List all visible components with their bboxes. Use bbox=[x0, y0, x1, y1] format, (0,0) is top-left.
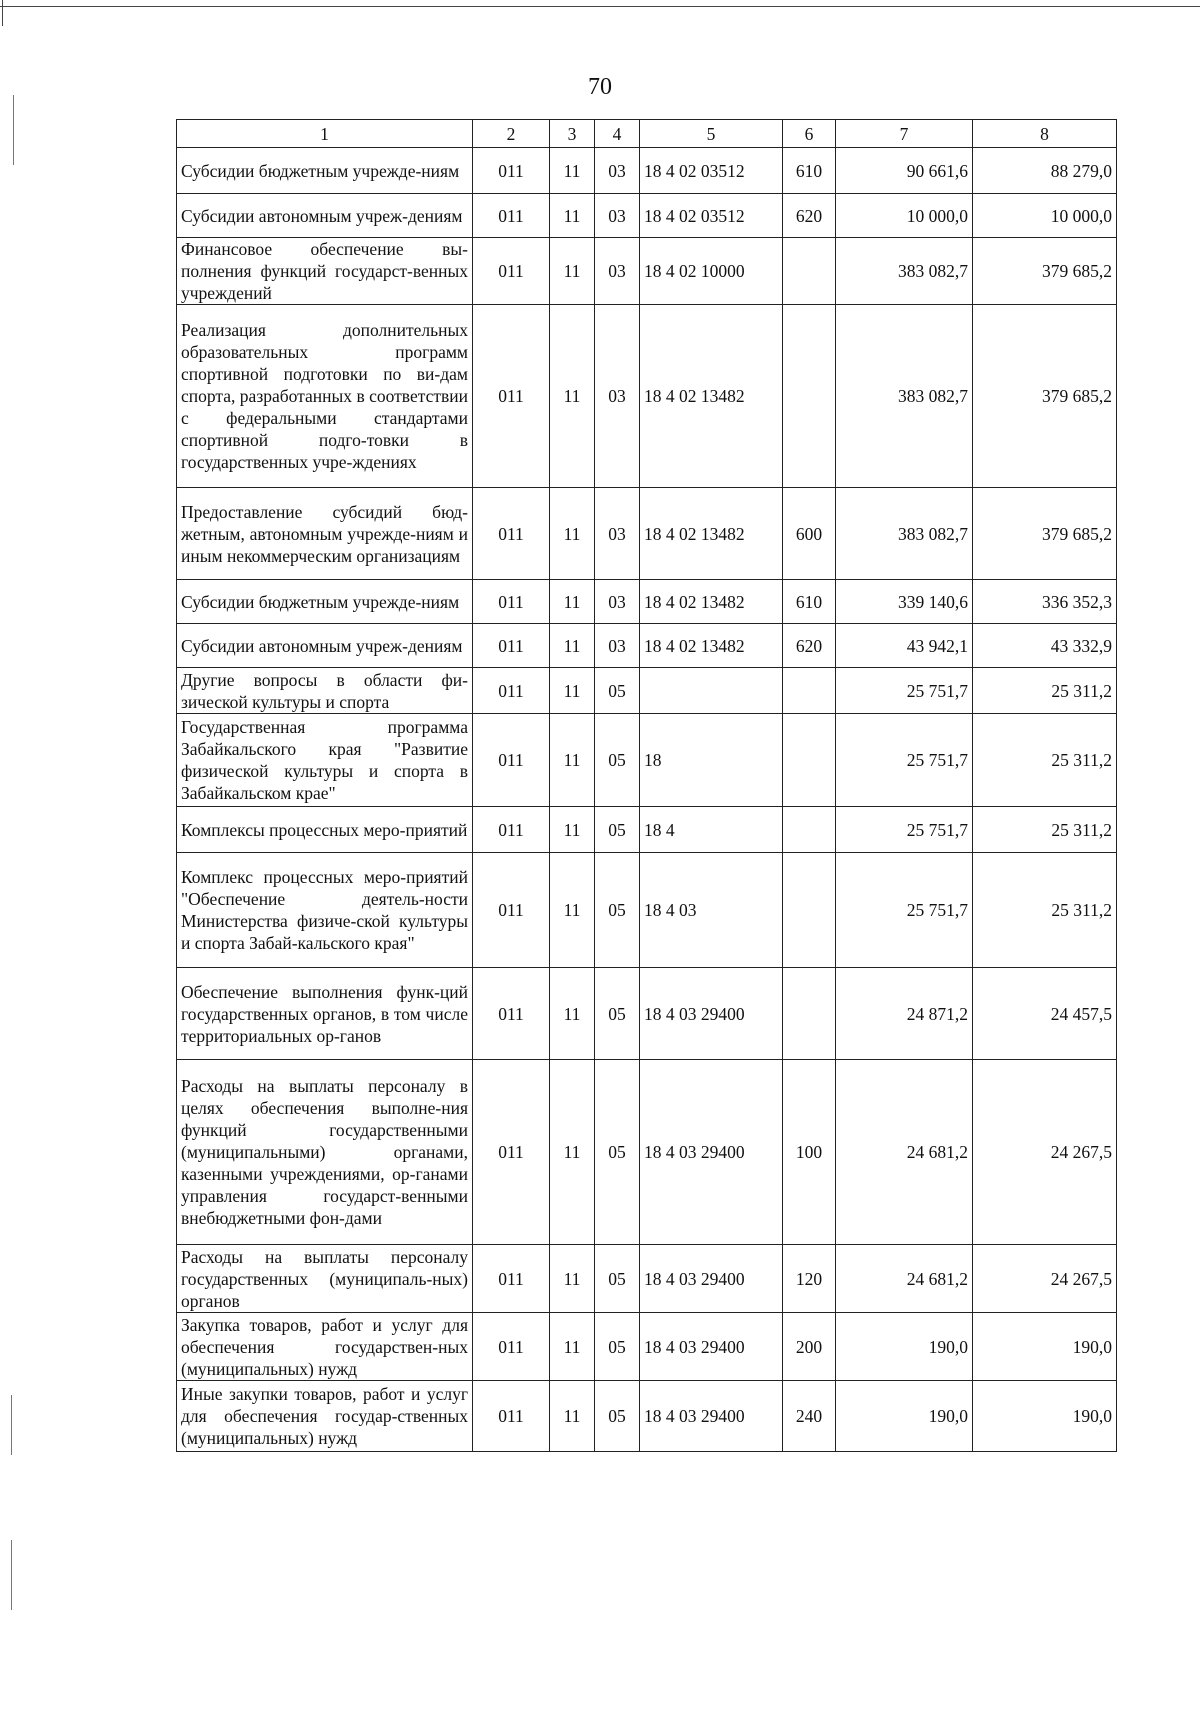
amount-cell: 43 942,1 bbox=[836, 624, 973, 668]
row-name-cell: Субсидии бюджетным учрежде-ниям bbox=[177, 148, 473, 194]
amount-cell: 25 751,7 bbox=[836, 714, 973, 807]
page-number: 70 bbox=[588, 74, 612, 100]
amount-cell: 24 267,5 bbox=[973, 1060, 1117, 1245]
amount-cell: 88 279,0 bbox=[973, 148, 1117, 194]
row-name-cell: Субсидии автономным учреж-дениям bbox=[177, 624, 473, 668]
row-name-cell: Расходы на выплаты персоналу государственных (муниципаль-ных) органов bbox=[177, 1245, 473, 1313]
expense-type-cell bbox=[783, 807, 836, 853]
amount-cell: 383 082,7 bbox=[836, 305, 973, 488]
subsection-code-cell: 11 bbox=[550, 968, 595, 1060]
target-code-cell: 18 4 02 13482 bbox=[640, 624, 783, 668]
amount-cell: 190,0 bbox=[973, 1381, 1117, 1452]
expense-type-cell: 610 bbox=[783, 148, 836, 194]
expense-type-cell: 620 bbox=[783, 624, 836, 668]
target-code-cell: 18 4 02 03512 bbox=[640, 148, 783, 194]
amount-cell: 90 661,6 bbox=[836, 148, 973, 194]
section-code-cell: 011 bbox=[473, 194, 550, 238]
expense-type-cell bbox=[783, 238, 836, 305]
target-code-cell: 18 4 03 bbox=[640, 853, 783, 968]
amount-cell: 379 685,2 bbox=[973, 488, 1117, 580]
row-name-cell: Субсидии автономным учреж-дениям bbox=[177, 194, 473, 238]
expense-type-cell: 620 bbox=[783, 194, 836, 238]
amount-cell: 24 681,2 bbox=[836, 1060, 973, 1245]
row-name-cell: Иные закупки товаров, работ и услуг для обеспечения государ-ственных (муниципальных) нужд bbox=[177, 1381, 473, 1452]
table-row bbox=[177, 580, 1117, 624]
table-row bbox=[177, 1381, 1117, 1452]
table-row bbox=[177, 194, 1117, 238]
amount-cell: 24 871,2 bbox=[836, 968, 973, 1060]
target-code-cell: 18 4 03 29400 bbox=[640, 1245, 783, 1313]
row-name-cell: Другие вопросы в области фи-зической культуры и спорта bbox=[177, 668, 473, 714]
section-code-cell: 011 bbox=[473, 580, 550, 624]
table-row bbox=[177, 807, 1117, 853]
subsection2-code-cell: 05 bbox=[595, 1313, 640, 1381]
row-name-cell: Предоставление субсидий бюд-жетным, автономным учрежде-ниям и иным некоммерческим организациям bbox=[177, 488, 473, 580]
expense-type-cell bbox=[783, 668, 836, 714]
expense-type-cell: 100 bbox=[783, 1060, 836, 1245]
subsection2-code-cell: 03 bbox=[595, 488, 640, 580]
table-row bbox=[177, 668, 1117, 714]
amount-cell: 25 751,7 bbox=[836, 807, 973, 853]
expense-type-cell: 240 bbox=[783, 1381, 836, 1452]
expense-type-cell bbox=[783, 968, 836, 1060]
table-row bbox=[177, 148, 1117, 194]
column-header: 3 bbox=[550, 120, 595, 148]
subsection-code-cell: 11 bbox=[550, 488, 595, 580]
target-code-cell: 18 4 03 29400 bbox=[640, 1060, 783, 1245]
amount-cell: 10 000,0 bbox=[973, 194, 1117, 238]
subsection-code-cell: 11 bbox=[550, 238, 595, 305]
amount-cell: 339 140,6 bbox=[836, 580, 973, 624]
target-code-cell: 18 bbox=[640, 714, 783, 807]
target-code-cell: 18 4 bbox=[640, 807, 783, 853]
subsection2-code-cell: 05 bbox=[595, 668, 640, 714]
amount-cell: 25 311,2 bbox=[973, 807, 1117, 853]
section-code-cell: 011 bbox=[473, 853, 550, 968]
target-code-cell bbox=[640, 668, 783, 714]
target-code-cell: 18 4 02 03512 bbox=[640, 194, 783, 238]
amount-cell: 336 352,3 bbox=[973, 580, 1117, 624]
subsection-code-cell: 11 bbox=[550, 194, 595, 238]
subsection2-code-cell: 05 bbox=[595, 853, 640, 968]
subsection-code-cell: 11 bbox=[550, 148, 595, 194]
table-row bbox=[177, 968, 1117, 1060]
section-code-cell: 011 bbox=[473, 807, 550, 853]
budget-table bbox=[176, 119, 1117, 1452]
target-code-cell: 18 4 02 13482 bbox=[640, 488, 783, 580]
subsection2-code-cell: 03 bbox=[595, 194, 640, 238]
table-row bbox=[177, 305, 1117, 488]
subsection2-code-cell: 03 bbox=[595, 624, 640, 668]
expense-type-cell: 120 bbox=[783, 1245, 836, 1313]
table-row bbox=[177, 1245, 1117, 1313]
expense-type-cell: 200 bbox=[783, 1313, 836, 1381]
amount-cell: 383 082,7 bbox=[836, 238, 973, 305]
scan-left-edge bbox=[2, 0, 3, 26]
table-row bbox=[177, 624, 1117, 668]
amount-cell: 25 311,2 bbox=[973, 668, 1117, 714]
section-code-cell: 011 bbox=[473, 1381, 550, 1452]
section-code-cell: 011 bbox=[473, 1060, 550, 1245]
row-name-cell: Комплекс процессных меро-приятий "Обеспечение деятель-ности Министерства физиче-ской культуры и спорта Забай-кальского края" bbox=[177, 853, 473, 968]
subsection-code-cell: 11 bbox=[550, 853, 595, 968]
scan-artifact bbox=[11, 1540, 12, 1610]
section-code-cell: 011 bbox=[473, 968, 550, 1060]
amount-cell: 24 267,5 bbox=[973, 1245, 1117, 1313]
subsection-code-cell: 11 bbox=[550, 807, 595, 853]
subsection2-code-cell: 05 bbox=[595, 714, 640, 807]
subsection2-code-cell: 03 bbox=[595, 238, 640, 305]
section-code-cell: 011 bbox=[473, 1313, 550, 1381]
subsection-code-cell: 11 bbox=[550, 1060, 595, 1245]
target-code-cell: 18 4 02 13482 bbox=[640, 305, 783, 488]
subsection-code-cell: 11 bbox=[550, 1381, 595, 1452]
column-header: 4 bbox=[595, 120, 640, 148]
expense-type-cell: 610 bbox=[783, 580, 836, 624]
scan-artifact bbox=[11, 1395, 12, 1455]
column-header: 6 bbox=[783, 120, 836, 148]
row-name-cell: Реализация дополнительных образовательных программ спортивной подготовки по ви-дам спорта, разработанных в соответствии с федеральными стандартами спортивной подго-товки в государственных учре-ждениях bbox=[177, 305, 473, 488]
row-name-cell: Расходы на выплаты персоналу в целях обеспечения выполне-ния функций государственными (муниципальными) органами, казенными учреждениями, ор-ганами управления государст-венными внебюджетными фон-дами bbox=[177, 1060, 473, 1245]
subsection-code-cell: 11 bbox=[550, 668, 595, 714]
table-row bbox=[177, 853, 1117, 968]
target-code-cell: 18 4 03 29400 bbox=[640, 1313, 783, 1381]
subsection2-code-cell: 03 bbox=[595, 580, 640, 624]
expense-type-cell bbox=[783, 853, 836, 968]
row-name-cell: Закупка товаров, работ и услуг для обеспечения государствен-ных (муниципальных) нужд bbox=[177, 1313, 473, 1381]
column-header: 7 bbox=[836, 120, 973, 148]
subsection2-code-cell: 05 bbox=[595, 968, 640, 1060]
subsection2-code-cell: 05 bbox=[595, 1381, 640, 1452]
target-code-cell: 18 4 03 29400 bbox=[640, 968, 783, 1060]
target-code-cell: 18 4 03 29400 bbox=[640, 1381, 783, 1452]
target-code-cell: 18 4 02 10000 bbox=[640, 238, 783, 305]
amount-cell: 24 681,2 bbox=[836, 1245, 973, 1313]
subsection-code-cell: 11 bbox=[550, 1313, 595, 1381]
row-name-cell: Комплексы процессных меро-приятий bbox=[177, 807, 473, 853]
scan-artifact bbox=[13, 95, 14, 165]
table-row bbox=[177, 238, 1117, 305]
section-code-cell: 011 bbox=[473, 238, 550, 305]
section-code-cell: 011 bbox=[473, 714, 550, 807]
section-code-cell: 011 bbox=[473, 624, 550, 668]
scan-top-border bbox=[0, 6, 1200, 7]
section-code-cell: 011 bbox=[473, 305, 550, 488]
subsection-code-cell: 11 bbox=[550, 305, 595, 488]
expense-type-cell: 600 bbox=[783, 488, 836, 580]
table-row bbox=[177, 714, 1117, 807]
amount-cell: 25 311,2 bbox=[973, 714, 1117, 807]
subsection-code-cell: 11 bbox=[550, 1245, 595, 1313]
amount-cell: 25 751,7 bbox=[836, 853, 973, 968]
subsection2-code-cell: 03 bbox=[595, 148, 640, 194]
subsection-code-cell: 11 bbox=[550, 714, 595, 807]
subsection2-code-cell: 05 bbox=[595, 807, 640, 853]
expense-type-cell bbox=[783, 305, 836, 488]
section-code-cell: 011 bbox=[473, 1245, 550, 1313]
amount-cell: 43 332,9 bbox=[973, 624, 1117, 668]
row-name-cell: Финансовое обеспечение вы-полнения функций государст-венных учреждений bbox=[177, 238, 473, 305]
row-name-cell: Обеспечение выполнения функ-ций государственных органов, в том числе территориальных ор-ганов bbox=[177, 968, 473, 1060]
subsection2-code-cell: 05 bbox=[595, 1245, 640, 1313]
section-code-cell: 011 bbox=[473, 668, 550, 714]
amount-cell: 383 082,7 bbox=[836, 488, 973, 580]
column-header: 1 bbox=[177, 120, 473, 148]
section-code-cell: 011 bbox=[473, 148, 550, 194]
row-name-cell: Государственная программа Забайкальского края "Развитие физической культуры и спорта в Забайкальском крае" bbox=[177, 714, 473, 807]
table-row bbox=[177, 1313, 1117, 1381]
target-code-cell: 18 4 02 13482 bbox=[640, 580, 783, 624]
subsection-code-cell: 11 bbox=[550, 580, 595, 624]
amount-cell: 25 311,2 bbox=[973, 853, 1117, 968]
amount-cell: 190,0 bbox=[973, 1313, 1117, 1381]
subsection-code-cell: 11 bbox=[550, 624, 595, 668]
amount-cell: 190,0 bbox=[836, 1313, 973, 1381]
amount-cell: 379 685,2 bbox=[973, 305, 1117, 488]
column-header: 8 bbox=[973, 120, 1117, 148]
table-row bbox=[177, 488, 1117, 580]
expense-type-cell bbox=[783, 714, 836, 807]
amount-cell: 24 457,5 bbox=[973, 968, 1117, 1060]
amount-cell: 379 685,2 bbox=[973, 238, 1117, 305]
table-header-row bbox=[177, 120, 1117, 148]
amount-cell: 25 751,7 bbox=[836, 668, 973, 714]
table-row bbox=[177, 1060, 1117, 1245]
amount-cell: 190,0 bbox=[836, 1381, 973, 1452]
amount-cell: 10 000,0 bbox=[836, 194, 973, 238]
column-header: 2 bbox=[473, 120, 550, 148]
subsection2-code-cell: 03 bbox=[595, 305, 640, 488]
section-code-cell: 011 bbox=[473, 488, 550, 580]
row-name-cell: Субсидии бюджетным учрежде-ниям bbox=[177, 580, 473, 624]
column-header: 5 bbox=[640, 120, 783, 148]
subsection2-code-cell: 05 bbox=[595, 1060, 640, 1245]
